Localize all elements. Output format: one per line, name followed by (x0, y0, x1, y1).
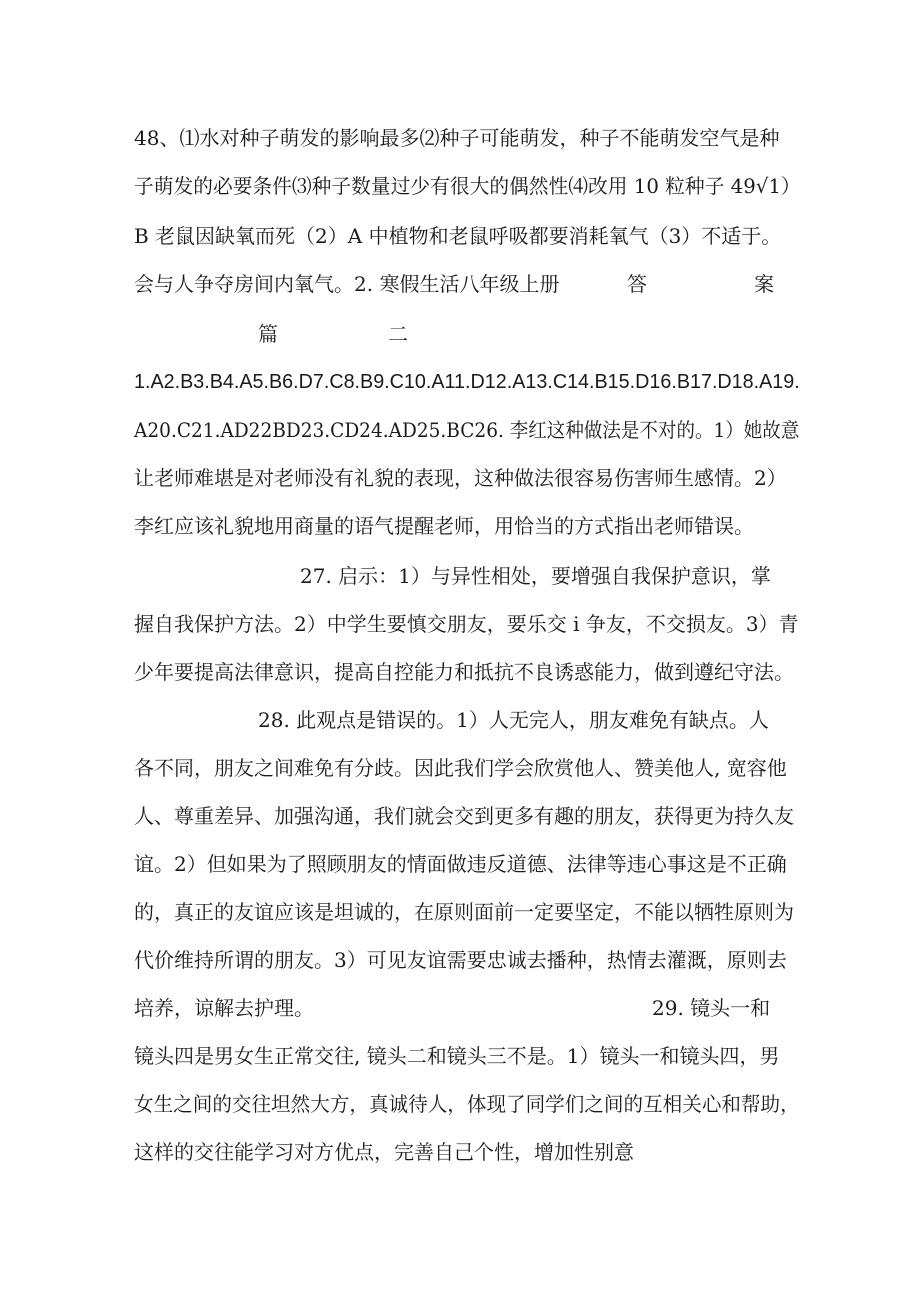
text-line: 握自我保护方法。2）中学生要慎交朋友，要乐交 i 争友，不交损友。3）青 (134, 612, 799, 636)
text-line: 让老师难堪是对老师没有礼貌的表现，这种做法很容易伤害师生感情。2） (134, 466, 787, 490)
text-line: 案 (754, 272, 774, 296)
text-line: 答 (627, 272, 647, 296)
text-line: 二 (388, 322, 408, 346)
text-line: 1.A2.B3.B4.A5.B6.D7.C8.B9.C10.A11.D12.A13.C14.B15.D16.B17.D18.A19. (134, 371, 800, 393)
text-line: 少年要提高法律意识，提高自控能力和抵抗不良诱惑能力，做到遵纪守法。 (134, 660, 794, 684)
text-line: A20.C21.AD22BD23.CD24.AD25.BC26. 李红这种做法是不对的。1）她故意 (134, 418, 800, 442)
text-line: 谊。2）但如果为了照顾朋友的情面做违反道德、法律等违心事这是不正确 (134, 852, 787, 876)
text-line: 人、尊重差异、加强沟通，我们就会交到更多有趣的朋友，获得更为持久友 (134, 804, 794, 828)
text-line: 27. 启示：1）与异性相处，要增强自我保护意识，掌 (300, 564, 771, 588)
text-line: 子萌发的必要条件⑶种子数量过少有很大的偶然性⑷改用 10 粒种子 49√1） (134, 174, 801, 198)
text-line: B 老鼠因缺氧而死（2）A 中植物和老鼠呼吸都要消耗氧气（3）不适于。 (134, 224, 782, 248)
text-line: 培养，谅解去护理。 (134, 996, 314, 1020)
text-line: 29. 镜头一和 (652, 996, 771, 1020)
text-line: 篇 (258, 322, 278, 346)
text-line: 的，真正的友谊应该是坦诚的，在原则面前一定要坚定，不能以牺牲原则为 (134, 900, 794, 924)
text-line: 各不同，朋友之间难免有分歧。因此我们学会欣赏他人、赞美他人, 宽容他 (134, 756, 787, 780)
text-line: 28. 此观点是错误的。1）人无完人，朋友难免有缺点。人 (258, 708, 769, 732)
text-line: 李红应该礼貌地用商量的语气提醒老师，用恰当的方式指出老师错误。 (134, 514, 754, 538)
text-line: 镜头四是男女生正常交往, 镜头二和镜头三不是。1）镜头一和镜头四，男 (134, 1044, 780, 1068)
text-line: 这样的交往能学习对方优点，完善自己个性，增加性别意 (134, 1140, 634, 1164)
text-line: 女生之间的交往坦然大方，真诚待人，体现了同学们之间的互相关心和帮助， (134, 1092, 800, 1116)
text-line: 会与人争夺房间内氧气。2. 寒假生活八年级上册 (134, 272, 560, 296)
text-line: 代价维持所谓的朋友。3）可见友谊需要忠诚去播种，热情去灌溉，原则去 (134, 948, 787, 972)
text-line: 48、⑴水对种子萌发的影响最多⑵种子可能萌发，种子不能萌发空气是种 (134, 126, 780, 150)
